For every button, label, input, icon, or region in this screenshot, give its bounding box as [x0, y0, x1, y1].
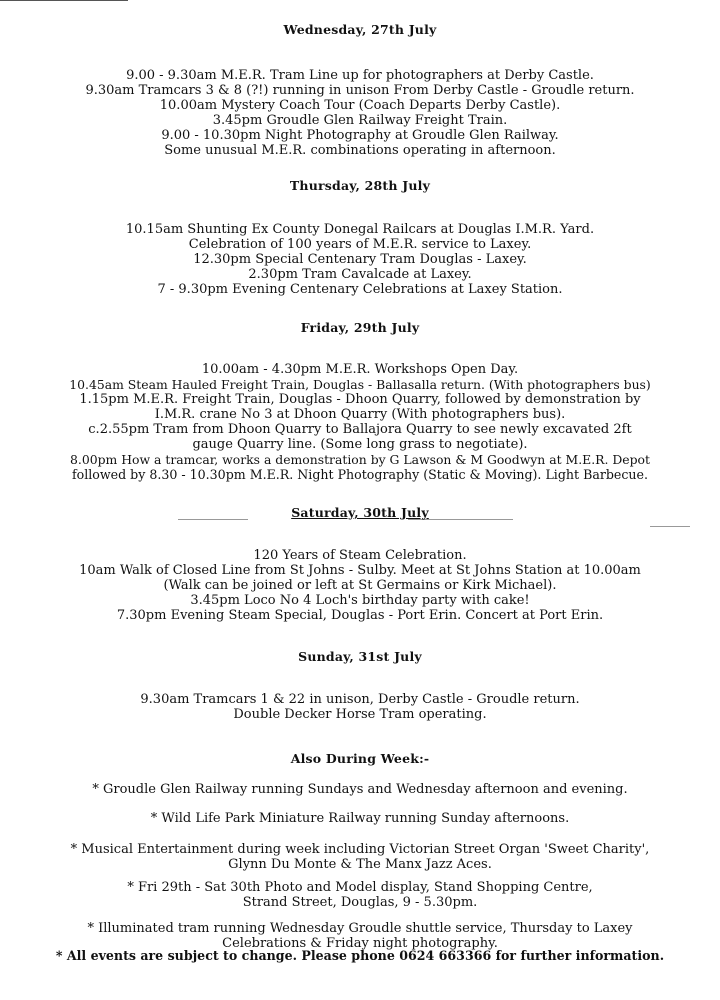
- day-events-wednesday: [0, 68, 720, 158]
- footer-note: * All events are subject to change. Please phone 0624 663366 for further information.: [55, 948, 665, 963]
- event-line: 3.45pm Loco No 4 Loch's birthday party with cake!: [190, 593, 530, 608]
- event-line: 2.30pm Tram Cavalcade at Laxey.: [248, 267, 472, 282]
- event-line: Celebration of 100 years of M.E.R. service to Laxey.: [188, 237, 532, 252]
- day-events-friday: [0, 362, 720, 482]
- event-line: Some unusual M.E.R. combinations operating in afternoon.: [164, 143, 556, 158]
- event-line: 7 - 9.30pm Evening Centenary Celebrations at Laxey Station.: [157, 282, 563, 297]
- event-line: gauge Quarry line. (Some long grass to negotiate).: [192, 437, 528, 452]
- day-events-thursday: [0, 222, 720, 297]
- also-item-line: Glynn Du Monte & The Manx Jazz Aces.: [228, 857, 492, 872]
- also-item: [0, 880, 720, 910]
- event-line: 3.45pm Groudle Glen Railway Freight Train.: [212, 113, 508, 128]
- day-heading-thursday: Thursday, 28th July: [289, 178, 431, 193]
- event-line: 7.30pm Evening Steam Special, Douglas - Port Erin. Concert at Port Erin.: [116, 608, 604, 623]
- day-events-saturday: [0, 548, 720, 623]
- event-line: 10.00am - 4.30pm M.E.R. Workshops Open Day.: [201, 362, 519, 377]
- event-line: followed by 8.30 - 10.30pm M.E.R. Night Photography (Static & Moving). Light Barbecue.: [71, 467, 648, 482]
- event-line: I.M.R. crane No 3 at Dhoon Quarry (With photographers bus).: [154, 407, 566, 422]
- event-line: 10.45am Steam Hauled Freight Train, Douglas - Ballasalla return. (With photographers bus): [69, 377, 651, 392]
- event-line: 9.00 - 9.30am M.E.R. Tram Line up for photographers at Derby Castle.: [126, 68, 594, 83]
- also-item-line: * Groudle Glen Railway running Sundays and Wednesday afternoon and evening.: [92, 782, 628, 797]
- day-heading-sunday: Sunday, 31st July: [298, 649, 422, 664]
- event-line: 8.00pm How a tramcar, works a demonstration by G Lawson & M Goodwyn at M.E.R. Depot: [70, 452, 650, 467]
- event-line: 1.15pm M.E.R. Freight Train, Douglas - Dhoon Quarry, followed by demonstration by: [79, 392, 641, 407]
- also-item: [0, 782, 720, 797]
- also-during-week-heading: Also During Week:-: [290, 751, 430, 766]
- day-heading-saturday: Saturday, 30th July: [291, 505, 429, 520]
- also-item-line: Strand Street, Douglas, 9 - 5.30pm.: [242, 895, 478, 910]
- event-line: (Walk can be joined or left at St Germains or Kirk Michael).: [163, 578, 557, 593]
- event-line: 12.30pm Special Centenary Tram Douglas - Laxey.: [193, 252, 527, 267]
- also-item-line: * Wild Life Park Miniature Railway running Sunday afternoons.: [150, 811, 570, 826]
- also-item-line: * Fri 29th - Sat 30th Photo and Model display, Stand Shopping Centre,: [127, 880, 593, 895]
- top-rule: [0, 0, 128, 1]
- event-line: c.2.55pm Tram from Dhoon Quarry to Ballajora Quarry to see newly excavated 2ft: [88, 422, 632, 437]
- day-heading-wednesday: Wednesday, 27th July: [283, 22, 437, 37]
- event-line: 9.30am Tramcars 1 & 22 in unison, Derby Castle - Groudle return.: [140, 692, 580, 707]
- event-line: Double Decker Horse Tram operating.: [233, 707, 487, 722]
- also-item-line: * Musical Entertainment during week including Victorian Street Organ 'Sweet Charity',: [70, 842, 650, 857]
- event-line: 10.00am Mystery Coach Tour (Coach Departs Derby Castle).: [159, 98, 561, 113]
- also-item-line: Celebrations & Friday night photography.: [222, 936, 498, 951]
- also-item: [0, 842, 720, 872]
- event-line: 120 Years of Steam Celebration.: [253, 548, 467, 563]
- day-heading-friday: Friday, 29th July: [300, 320, 420, 335]
- day-events-sunday: [0, 692, 720, 722]
- also-item-line: * Illuminated tram running Wednesday Groudle shuttle service, Thursday to Laxey: [87, 921, 633, 936]
- event-line: 9.30am Tramcars 3 & 8 (?!) running in unison From Derby Castle - Groudle return.: [85, 83, 635, 98]
- event-line: 10am Walk of Closed Line from St Johns - Sulby. Meet at St Johns Station at 10.00am: [79, 563, 641, 578]
- event-line: 10.15am Shunting Ex County Donegal Railcars at Douglas I.M.R. Yard.: [125, 222, 595, 237]
- event-line: 9.00 - 10.30pm Night Photography at Groudle Glen Railway.: [161, 128, 559, 143]
- also-item: [0, 811, 720, 826]
- also-item: [0, 921, 720, 951]
- scan-dash: [650, 526, 690, 527]
